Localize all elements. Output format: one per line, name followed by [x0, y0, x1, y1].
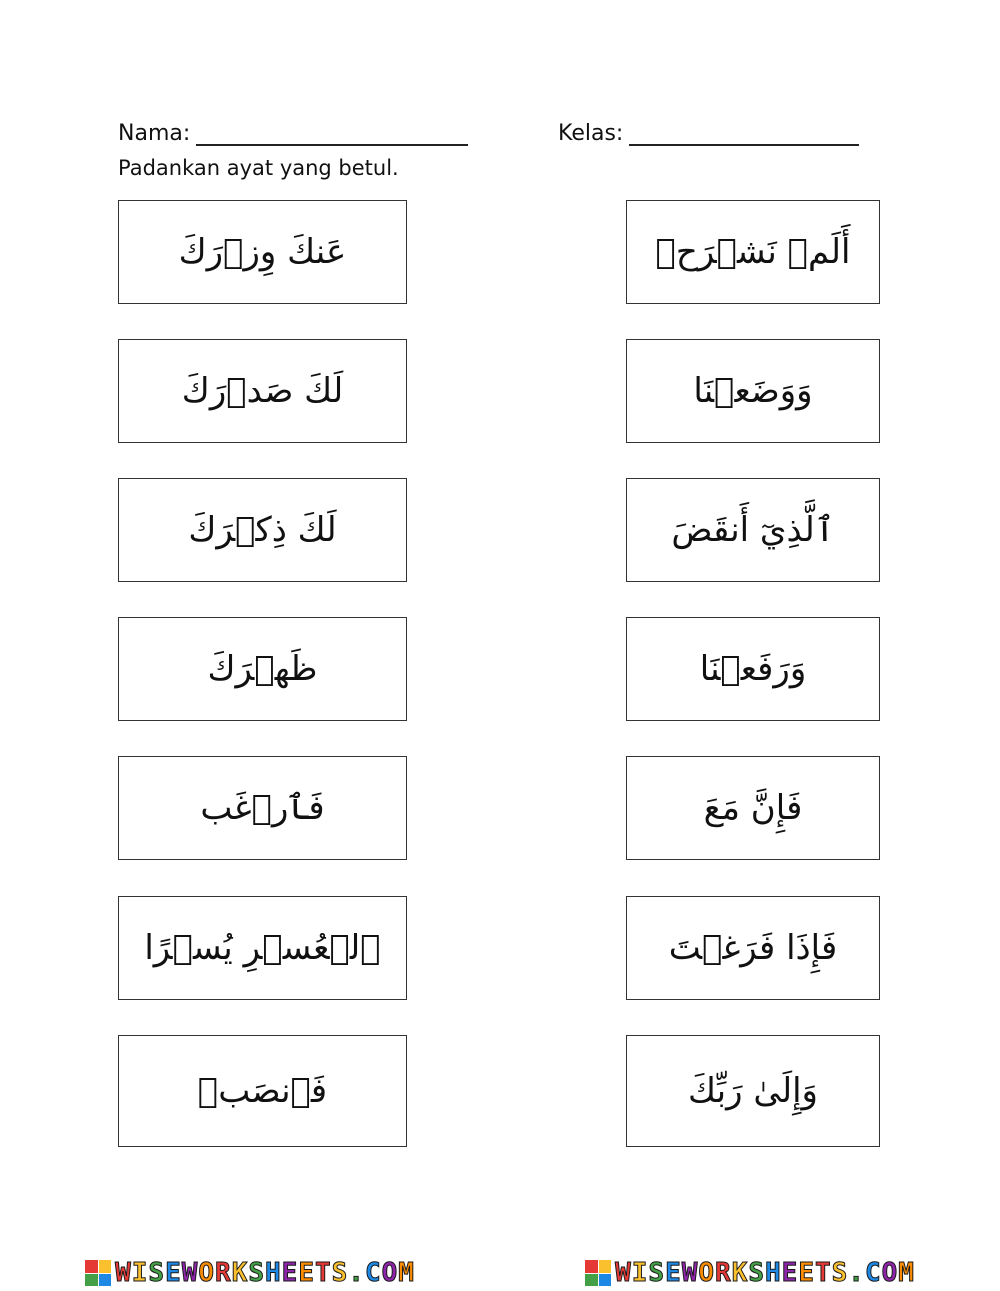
left-card-text: لَكَ ذِكۡرَكَ — [188, 509, 337, 550]
right-card-5[interactable] — [626, 756, 880, 860]
left-card-5[interactable] — [118, 756, 407, 860]
left-card-text: عَنكَ وِزۡرَكَ — [178, 231, 347, 272]
right-card-text: وَرَفَعۡنَا — [699, 648, 807, 689]
left-card-3[interactable] — [118, 478, 407, 582]
class-label: Kelas: — [558, 121, 624, 146]
left-card-7[interactable] — [118, 1035, 407, 1147]
left-card-text: ٱلۡعُسۡرِ يُسۡرًا — [144, 927, 381, 968]
left-card-text: فَٱنصَبۡ — [197, 1070, 328, 1111]
left-card-2[interactable] — [118, 339, 407, 443]
left-card-text: فَٱرۡغَب — [200, 787, 325, 828]
class-field[interactable] — [558, 120, 859, 146]
brand-watermark — [585, 1258, 915, 1288]
right-card-text: وَوَضَعۡنَا — [693, 370, 813, 411]
brand-logo-icon — [585, 1260, 611, 1286]
right-card-text: فَإِذَا فَرَغۡتَ — [668, 927, 838, 968]
name-field[interactable] — [118, 120, 468, 146]
left-card-1[interactable] — [118, 200, 407, 304]
footer-watermark — [0, 1255, 1000, 1291]
right-card-text: وَإِلَىٰ رَبِّكَ — [688, 1070, 818, 1111]
left-card-text: لَكَ صَدۡرَكَ — [181, 370, 344, 411]
left-card-6[interactable] — [118, 896, 407, 1000]
right-card-text: فَإِنَّ مَعَ — [703, 787, 803, 828]
brand-text: WISEWORKSHEETS.COM — [615, 1258, 915, 1288]
right-card-2[interactable] — [626, 339, 880, 443]
brand-watermark — [85, 1258, 415, 1288]
right-card-7[interactable] — [626, 1035, 880, 1147]
name-label: Nama: — [118, 121, 191, 146]
left-card-4[interactable] — [118, 617, 407, 721]
name-blank-line[interactable] — [196, 120, 468, 146]
instruction-text: Padankan ayat yang betul. — [118, 156, 399, 180]
right-card-text: ٱلَّذِيٓ أَنقَضَ — [671, 509, 835, 550]
right-card-1[interactable] — [626, 200, 880, 304]
class-blank-line[interactable] — [629, 120, 859, 146]
right-card-text: أَلَمۡ نَشۡرَحۡ — [655, 231, 851, 272]
right-card-3[interactable] — [626, 478, 880, 582]
brand-logo-icon — [85, 1260, 111, 1286]
brand-text: WISEWORKSHEETS.COM — [115, 1258, 415, 1288]
right-card-4[interactable] — [626, 617, 880, 721]
right-card-6[interactable] — [626, 896, 880, 1000]
left-card-text: ظَهۡرَكَ — [207, 648, 318, 689]
